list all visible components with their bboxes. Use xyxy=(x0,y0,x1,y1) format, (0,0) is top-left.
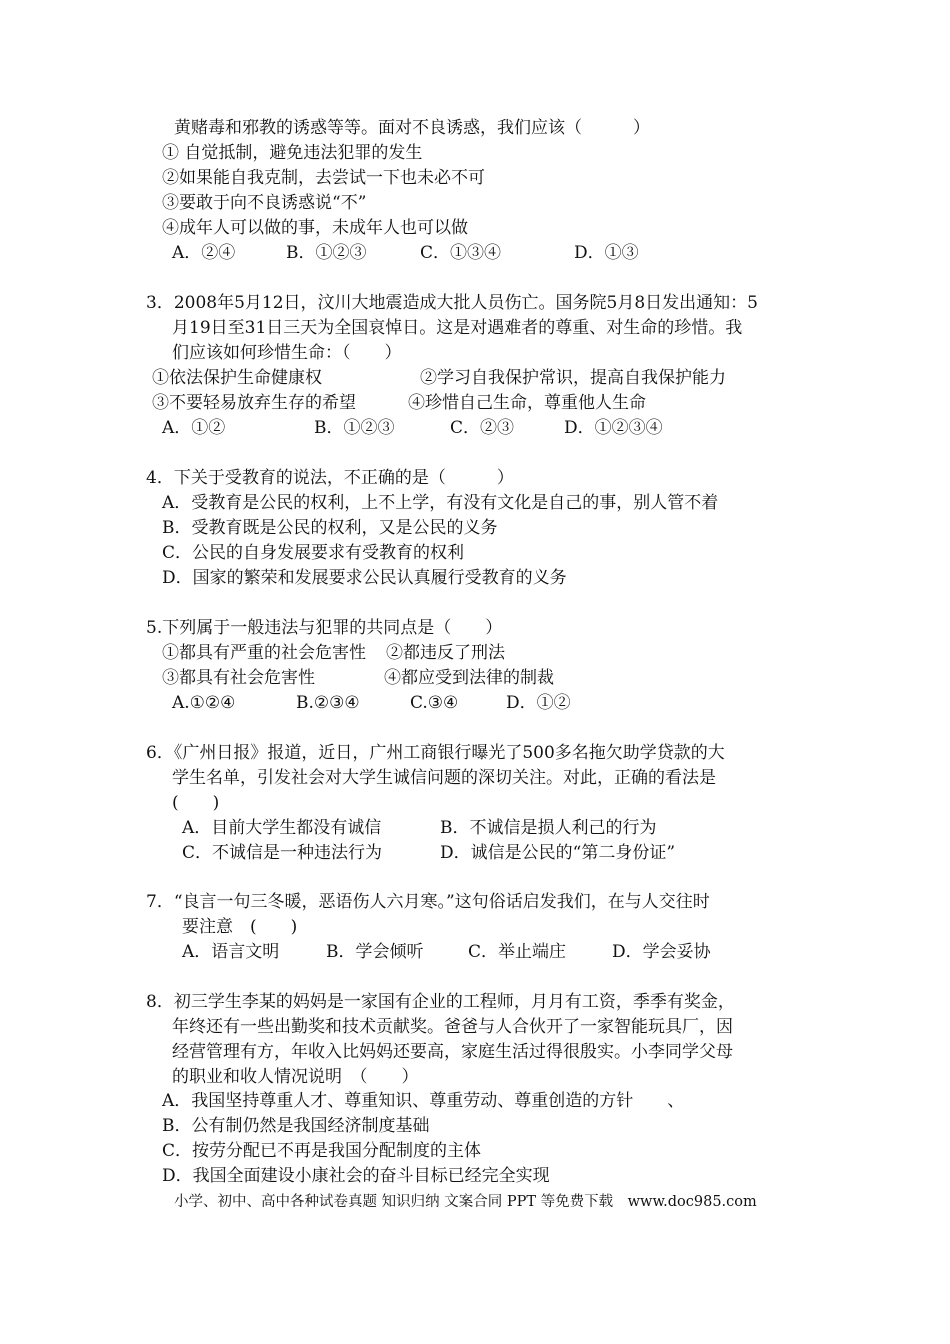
q6-option-c: C．不诚信是一种违法行为 xyxy=(182,843,383,863)
q2-option-d: D．①③ xyxy=(574,243,639,263)
q8-stem-line-4: 的职业和收人情况说明 （ ） xyxy=(172,1067,419,1087)
q6-stem-line-1: 6．《广州日报》报道，近日，广州工商银行曝光了500多名拖欠助学贷款的大 xyxy=(146,743,725,763)
page-footer: 小学、初中、高中各种试卷真题 知识归纳 文案合同 PPT 等免费下载 www.doc985.com xyxy=(174,1194,757,1210)
q6-option-a: A．目前大学生都没有诚信 xyxy=(182,818,382,838)
q3-statement-2: ②学习自我保护常识，提高自我保护能力 xyxy=(420,368,726,388)
q8-stem-line-3: 经营管理有方，年收入比妈妈还要高，家庭生活过得很殷实。小李同学父母 xyxy=(172,1042,733,1062)
q3-statement-3: ③不要轻易放弃生存的希望 xyxy=(152,393,356,413)
q5-statement-3: ③都具有社会危害性 xyxy=(162,668,315,688)
q7-stem-line-2: 要注意 ( ) xyxy=(182,917,298,937)
q5-option-d: D．①② xyxy=(506,693,571,713)
q3-statement-4: ④珍惜自己生命，尊重他人生命 xyxy=(408,393,646,413)
q6-option-d: D．诚信是公民的“第二身份证” xyxy=(440,843,676,863)
q3-option-a: A．①② xyxy=(162,418,226,438)
q6-stem-line-3: ( ) xyxy=(172,793,220,813)
q2-option-b: B．①②③ xyxy=(286,243,367,263)
q2-statement-1: ① 自觉抵制，避免违法犯罪的发生 xyxy=(162,143,423,163)
q7-option-d: D．学会妥协 xyxy=(612,942,711,962)
q8-stem-line-2: 年终还有一些出勤奖和技术贡献奖。爸爸与人合伙开了一家智能玩具厂，因 xyxy=(172,1017,733,1037)
q5-statement-1: ①都具有严重的社会危害性 xyxy=(162,643,366,663)
q7-option-a: A．语言文明 xyxy=(182,942,280,962)
q2-stem-tail: 黄赌毒和邪教的诱惑等等。面对不良诱惑，我们应该（ ） xyxy=(174,118,650,138)
q8-option-a: A．我国坚持尊重人才、尊重知识、尊重劳动、尊重创造的方针 、 xyxy=(162,1091,685,1111)
q7-stem-line-1: 7．“良言一句三冬暖，恶语伤人六月寒。”这句俗话启发我们，在与人交往时 xyxy=(146,892,710,912)
q2-statement-4: ④成年人可以做的事，未成年人也可以做 xyxy=(162,218,468,238)
q5-stem: 5.下列属于一般违法与犯罪的共同点是（ ） xyxy=(146,618,503,638)
q8-option-b: B．公有制仍然是我国经济制度基础 xyxy=(162,1116,430,1136)
q4-option-b: B．受教育既是公民的权利，又是公民的义务 xyxy=(162,518,498,538)
q4-option-c: C．公民的自身发展要求有受教育的权利 xyxy=(162,543,465,563)
q3-statement-1: ①依法保护生命健康权 xyxy=(152,368,322,388)
q2-statement-2: ②如果能自我克制，去尝试一下也未必不可 xyxy=(162,168,485,188)
q5-statement-4: ④都应受到法律的制裁 xyxy=(384,668,554,688)
q5-option-a: A.①②④ xyxy=(172,693,236,713)
q5-statement-2: ②都违反了刑法 xyxy=(386,643,505,663)
q8-option-c: C．按劳分配已不再是我国分配制度的主体 xyxy=(162,1141,482,1161)
q3-stem-line-2: 月19日至31日三天为全国哀悼日。这是对遇难者的尊重、对生命的珍惜。我 xyxy=(172,318,743,338)
q2-option-a: A．②④ xyxy=(172,243,236,263)
q8-option-d: D．我国全面建设小康社会的奋斗目标已经完全实现 xyxy=(162,1166,550,1186)
q7-option-c: C．举止端庄 xyxy=(468,942,567,962)
q3-option-c: C．②③ xyxy=(450,418,515,438)
q6-option-b: B．不诚信是损人利己的行为 xyxy=(440,818,657,838)
q3-stem-line-1: 3．2008年5月12日，汶川大地震造成大批人员伤亡。国务院5月8日发出通知：5 xyxy=(146,293,758,313)
q6-stem-line-2: 学生名单，引发社会对大学生诚信问题的深切关注。对此，正确的看法是 xyxy=(172,768,716,788)
q3-option-d: D．①②③④ xyxy=(564,418,663,438)
q8-stem-line-1: 8．初三学生李某的妈妈是一家国有企业的工程师，月月有工资，季季有奖金， xyxy=(146,992,735,1012)
q2-statement-3: ③要敢于向不良诱惑说“不” xyxy=(162,193,367,213)
q4-option-d: D．国家的繁荣和发展要求公民认真履行受教育的义务 xyxy=(162,568,567,588)
q3-option-b: B．①②③ xyxy=(314,418,395,438)
q3-stem-line-3: 们应该如何珍惜生命：（ ） xyxy=(172,343,402,363)
q5-option-b: B.②③④ xyxy=(296,693,360,713)
q4-stem: 4．下关于受教育的说法，不正确的是（ ） xyxy=(146,468,514,488)
q2-option-c: C．①③④ xyxy=(420,243,502,263)
q4-option-a: A．受教育是公民的权利，上不上学，有没有文化是自己的事，别人管不着 xyxy=(162,493,719,513)
q7-option-b: B．学会倾听 xyxy=(326,942,424,962)
q5-option-c: C.③④ xyxy=(410,693,459,713)
